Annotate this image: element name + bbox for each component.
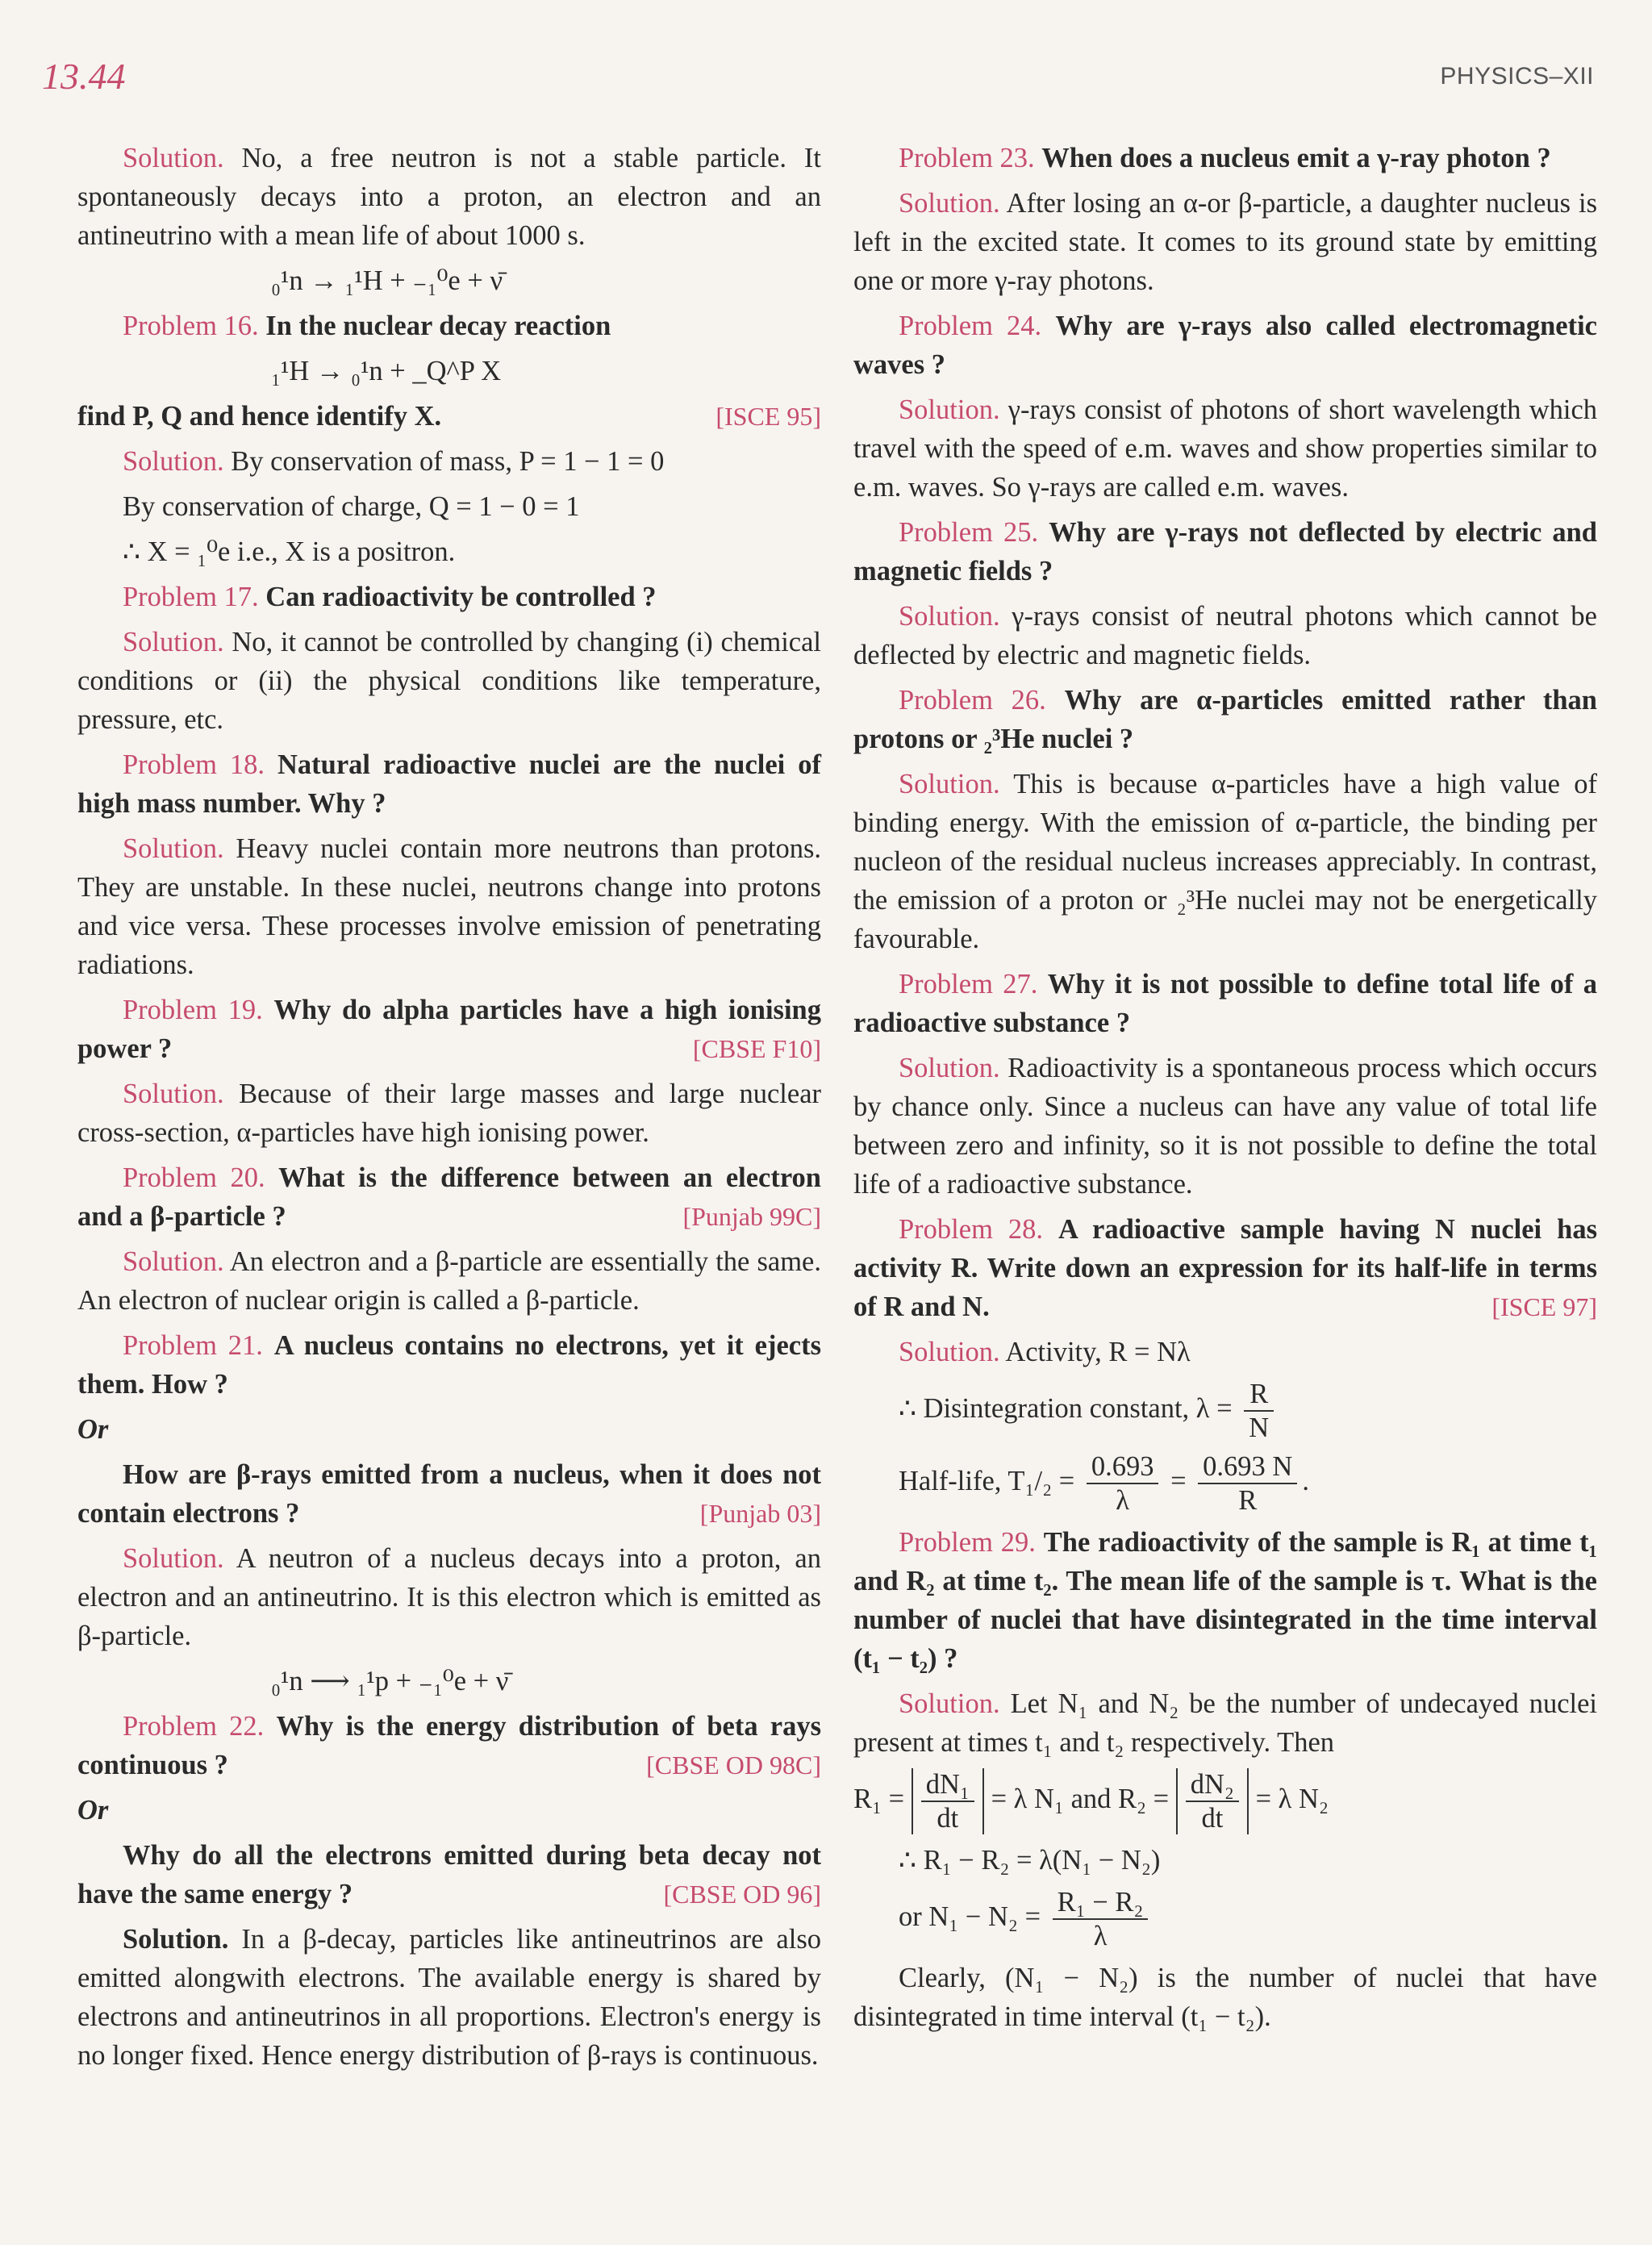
solution-23: Solution. After losing an α-or β-particle, a daughter nucleus is left in the excited state. It comes to its ground state by emitting one or more γ-ray photons. [853,188,1597,296]
solution-19: Solution. Because of their large masses and large nuclear cross-section, α-particles have high ionising power. [77,1079,821,1148]
exam-tag: [Punjab 99C] [682,1202,821,1231]
problem-29: Problem 29. The radioactivity of the sample is R₁ at time t₁ and R₂ at time t₂. The mean life of the sample is τ. What is the number of nuclei that have disintegrated in the time interval (t₁ − t₂) ? [853,1527,1597,1674]
fraction: $\frac{0.693}{\lambda}$ [1087,1450,1159,1517]
fraction: $\frac{0.693 N}{R}$ [1198,1450,1297,1517]
exam-tag: [Punjab 03] [699,1499,821,1528]
problem-22: Problem 22. Why is the energy distribution of beta rays continuous ? [CBSE OD 98C] [77,1707,821,1784]
solution-21: Solution. A neutron of a nucleus decays into a proton, an electron and an antineutrino. It is this electron which is emitted as β-particle. [77,1543,821,1651]
solution-24: Solution. γ-rays consist of photons of short wavelength which travel with the speed of e.m. waves and show properties similar to e.m. waves. So γ-rays are called e.m. waves. [853,394,1598,503]
solution-28-line1: Solution. Activity, R = Nλ [899,1337,1191,1367]
solution-29-conclusion: Clearly, (N₁ − N₂) is the number of nuclei that have disintegrated in time interval (t₁ − t₂). [853,1963,1597,2032]
equation-beta-decay: ₀¹n ⟶ ₁¹p + ₋₁⁰e + ν̄ [271,1666,509,1696]
equation-activity: R₁ = $\frac{\text{dN₁}}{dt}$ = λ N₁ and R₂ = $\frac{\text{dN₂}}{dt}$ = λ N₂ [853,1769,1329,1834]
problem-21: Problem 21. A nucleus contains no electrons, yet it ejects them. How ? [77,1330,821,1400]
solution-16-line1: Solution. By conservation of mass, P = 1 − 1 = 0 [123,446,665,477]
left-column [77,139,821,2081]
problem-26: Problem 26. Why are α-particles emitted rather than protons or ₂³He nuclei ? [853,685,1597,754]
equation-nuclei-difference: or N₁ − N₂ = $\frac{\text{R₁ − R₂}}{\lambda}$ [853,1886,1597,1952]
exam-tag: [ISCE 97] [1491,1292,1597,1321]
problem-16-question: [ISCE 95] find P, Q and hence identify X. [77,397,821,436]
exam-tag: [CBSE OD 98C] [646,1751,821,1780]
solution-25: Solution. γ-rays consist of neutral photons which cannot be deflected by electric and magnetic fields. [853,601,1597,670]
or-separator: Or [77,1414,109,1445]
solution-27: Solution. Radioactivity is a spontaneous process which occurs by chance only. Since a nucleus can have any value of total life between zero and infinity, so it is not possible to define the total life of a radioactive substance. [853,1053,1598,1200]
solution-17: Solution. No, it cannot be controlled by changing (i) chemical conditions or (ii) the physical conditions like temperature, pressure, etc. [77,627,821,735]
problem-21-alt: How are β-rays emitted from a nucleus, when it does not contain electrons ? [Punjab 03] [77,1455,821,1533]
solution-18: Solution. Heavy nuclei contain more neutrons than protons. They are unstable. In these nuclei, neutrons change into protons and vice versa. These processes involve emission of penetrating radiations. [77,833,822,980]
solution-20: Solution. An electron and a β-particle are essentially the same. An electron of nuclear origin is called a β-particle. [77,1246,821,1316]
page-number: 13.44 [42,56,126,97]
equation-nuclear-decay: ₁¹H → ₀¹n + _Q^P X [271,356,502,386]
problem-16: Problem 16. In the nuclear decay reaction [123,311,611,341]
fraction: $\frac{\text{dN₂}}{dt}$ [1186,1768,1239,1834]
solution-16-line3: ∴ X = ₁⁰e i.e., X is a positron. [123,536,456,567]
fraction: $\frac{\text{dN₁}}{dt}$ [921,1768,974,1834]
problem-17: Problem 17. Can radioactivity be controlled ? [123,582,657,612]
right-column [853,139,1597,2043]
exam-tag: [ISCE 95] [715,402,821,431]
book-title: PHYSICS–XII [1440,63,1594,90]
solution-26: Solution. This is because α-particles have a high value of binding energy. With the emission of α-particle, the binding per nucleon of the residual nucleus increases appreciably. In contrast, the emission of a proton or ₂³He nuclei may not be energetically favourable. [853,769,1597,954]
problem-27: Problem 27. Why it is not possible to define total life of a radioactive substance ? [853,969,1597,1038]
solution-29: Solution. Let N₁ and N₂ be the number of undecayed nuclei present at times t₁ and t₂ respectively. Then [853,1688,1597,1758]
problem-28: Problem 28. A radioactive sample having N nuclei has activity R. Write down an expression for its half-life in terms of R and N. [ISCE 97] [853,1210,1597,1326]
or-separator: Or [77,1795,109,1826]
solution-15: Solution. No, a free neutron is not a stable particle. It spontaneously decays into a proton, an electron and an antineutrino with a mean life of about 1000 s. [77,143,822,251]
solution-22: Solution. In a β-decay, particles like antineutrinos are also emitted alongwith electrons. The available energy is shared by electrons and antineutrinos in all proportions. Electron's energy is no longer fixed. Hence energy distribution of β-rays is continuous. [77,1924,822,2071]
solution-16-line2: By conservation of charge, Q = 1 − 0 = 1 [123,491,580,522]
exam-tag: [CBSE OD 96] [663,1880,821,1909]
problem-19: Problem 19. Why do alpha particles have a high ionising power ? [CBSE F10] [77,991,821,1068]
problem-20: Problem 20. What is the difference between an electron and a β-particle ? [Punjab 99C] [77,1158,821,1236]
fraction: $\frac{R}{N}$ [1244,1378,1274,1444]
solution-28-line3: Half-life, T₁/₂ = $\frac{0.693}{\lambda}$ = $\frac{0.693 N}{R}$ . [899,1451,1309,1516]
solution-28-line2: ∴ Disintegration constant, λ = $\frac{R}{N}$ [853,1378,1597,1444]
exam-tag: [CBSE F10] [692,1034,821,1063]
problem-24: Problem 24. Why are γ-rays also called electromagnetic waves ? [853,311,1597,380]
problem-25: Problem 25. Why are γ-rays not deflected by electric and magnetic fields ? [853,517,1597,586]
problem-18: Problem 18. Natural radioactive nuclei are the nuclei of high mass number. Why ? [77,749,821,819]
problem-22-alt: Why do all the electrons emitted during beta decay not have the same energy ? [CBSE OD 96] [77,1836,821,1913]
equation-neutron-decay: ₀¹n → ₁¹H + ₋₁⁰e + ν̄ [271,265,503,296]
problem-23: Problem 23. When does a nucleus emit a γ-ray photon ? [899,143,1551,173]
equation-difference: ∴ R₁ − R₂ = λ(N₁ − N₂) [899,1845,1161,1876]
fraction: $\frac{\text{R₁ − R₂}}{\lambda}$ [1053,1886,1149,1952]
